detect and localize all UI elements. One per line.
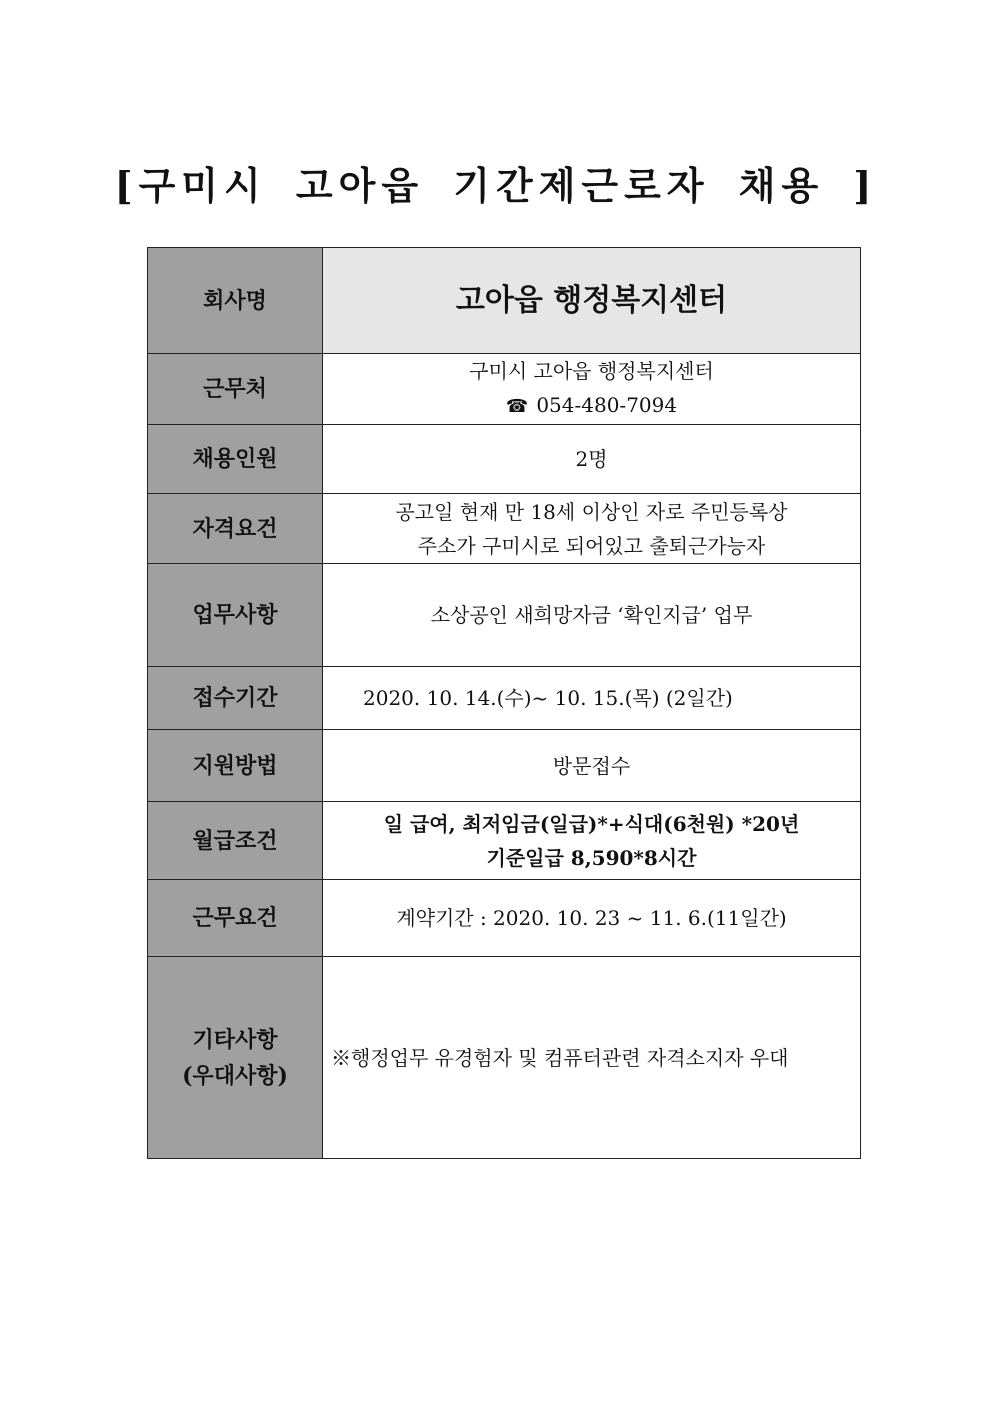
preference-text: ※행정업무 유경험자 및 컴퓨터관련 자격소지자 우대: [331, 1045, 789, 1070]
qualification-line-2: 주소가 구미시로 되어있고 출퇴근가능자: [417, 533, 766, 558]
value-work-conditions: 계약기간 : 2020. 10. 23 ~ 11. 6.(11일간): [323, 880, 861, 957]
value-company-name: 고아읍 행정복지센터: [323, 248, 861, 354]
workplace-address: 구미시 고아읍 행정복지센터: [469, 359, 714, 383]
table-row-headcount: [148, 425, 861, 494]
table-row-qualification: [148, 494, 861, 564]
workplace-phone: [323, 388, 860, 424]
table-row-application-method: [148, 730, 861, 802]
label-application-method: 지원방법: [148, 730, 323, 802]
label-other-line-1: 기타사항: [192, 1026, 278, 1053]
value-headcount: 2명: [323, 425, 861, 494]
qualification-line-1: 공고일 현재 만 18세 이상인 자로 주민등록상: [395, 499, 788, 524]
value-qualification: [323, 494, 861, 564]
label-qualification: 자격요건: [148, 494, 323, 564]
value-workplace: [323, 354, 861, 425]
salary-line-2: 기준일급 8,590*8시간: [486, 845, 697, 870]
label-work-conditions: 근무요건: [148, 880, 323, 957]
application-period-text: 2020. 10. 14.(수)~ 10. 15.(목) (2일간): [363, 686, 733, 710]
label-salary: 월급조건: [148, 802, 323, 880]
salary-line-1: 일 급여, 최저임금(일급)*+식대(6천원) *20년: [383, 811, 800, 836]
label-other: [148, 957, 323, 1159]
label-company-name: 회사명: [148, 248, 323, 354]
value-other: [323, 957, 861, 1159]
value-salary: [323, 802, 861, 880]
document-title: [구미시 고아읍 기간제근로자 채용 ]: [114, 163, 878, 208]
value-application-method: 방문접수: [323, 730, 861, 802]
recruitment-info-table: [147, 247, 861, 1159]
label-other-line-2: (우대사항): [182, 1062, 288, 1089]
table-row-duties: [148, 564, 861, 667]
phone-number: 054-480-7094: [536, 393, 678, 417]
table-row-application-period: [148, 667, 861, 730]
table-row-workplace: [148, 354, 861, 425]
label-duties: 업무사항: [148, 564, 323, 667]
table-row-salary: [148, 802, 861, 880]
table-row-work-conditions: [148, 880, 861, 957]
telephone-icon: ☎: [505, 396, 529, 417]
table-row-company: [148, 248, 861, 354]
label-workplace: 근무처: [148, 354, 323, 425]
value-duties: 소상공인 새희망자금 ‘확인지급’ 업무: [323, 564, 861, 667]
value-application-period: [323, 667, 861, 730]
label-headcount: 채용인원: [148, 425, 323, 494]
table-row-other: [148, 957, 861, 1159]
label-application-period: 접수기간: [148, 667, 323, 730]
